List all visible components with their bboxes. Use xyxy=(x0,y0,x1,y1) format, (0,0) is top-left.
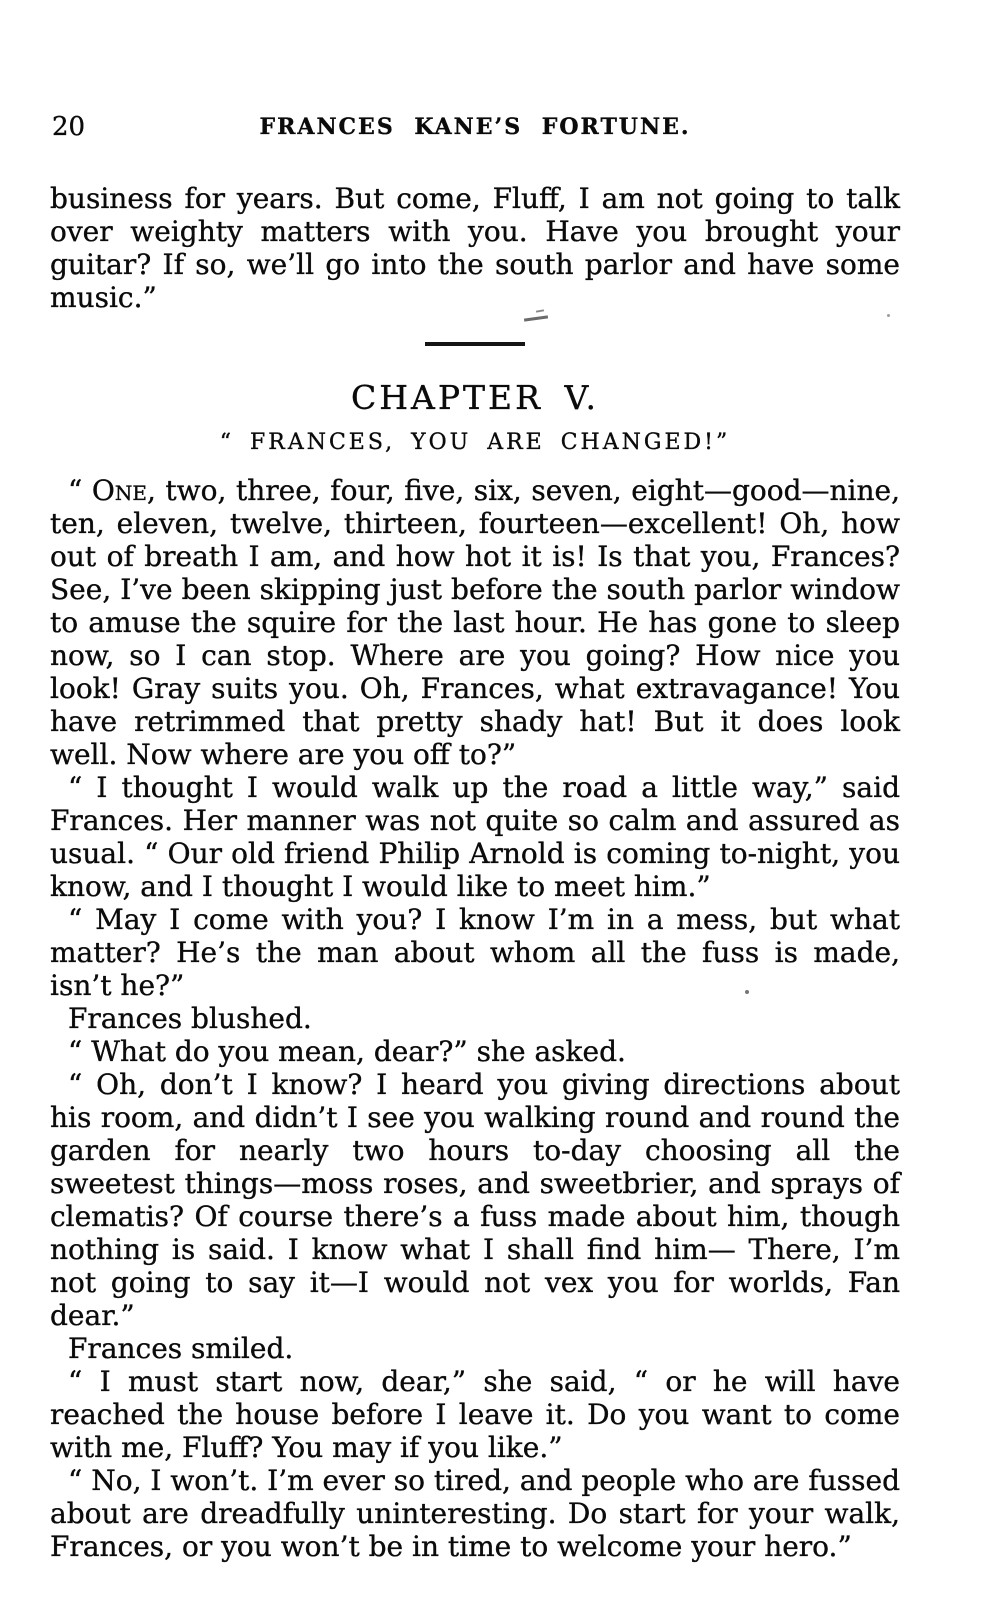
intro-paragraph: business for years. But come, Fluff, I am not going to talk over weighty matters with you. Have you brought your guitar? If so, we’ll go into the south parlor and have some music.” xyxy=(50,182,900,314)
paragraph: “ I must start now, dear,” she said, “ or he will have reached the house before I leave it. Do you want to come with me, Fluff? You may if you like.” xyxy=(50,1365,900,1464)
scan-speck xyxy=(745,990,749,994)
paragraph: Frances blushed. xyxy=(68,1002,312,1035)
paragraph: Frances smiled. xyxy=(68,1332,294,1365)
lead-word: One xyxy=(91,474,147,507)
chapter-body xyxy=(50,474,900,1563)
paragraph: “ Oh, don’t I know? I heard you giving directions about his room, and didn’t I see you walking round and round the garden for nearly two hours to-day choosing all the sweetest things—moss roses, and sweetbrier, and sprays of clematis? Of course there’s a fuss made about him, though nothing is said. I know what I shall find him— There, I’m not going to say it—I would not vex you for worlds, Fan dear.” xyxy=(50,1068,900,1332)
section-divider-rule xyxy=(425,342,525,346)
page-header xyxy=(50,112,900,144)
paragraph: “ I thought I would walk up the road a little way,” said Frances. Her manner was not quite so calm and assured as usual. “ Our old friend Philip Arnold is coming to-night, you know, and I thought I would like to meet him.” xyxy=(50,771,900,903)
page-number: 20 xyxy=(52,112,86,142)
text-column xyxy=(50,112,900,1563)
paragraph-text: , two, three, four, five, six, seven, eight—good—nine, ten, eleven, twelve, thirteen, fourteen—excellent! Oh, how out of breath I am, and how hot it is! Is that you, Frances? See, I’ve been skipping just before the south parlor window to amuse the squire for the last hour. He has gone to sleep now, so I can stop. Where are you going? How nice you look! Gray suits you. Oh, Frances, what extravagance! You have retrimmed that pretty shady hat! But it does look well. Now where are you off to?” xyxy=(50,474,900,771)
open-quote: “ xyxy=(68,474,92,507)
paragraph: “ What do you mean, dear?” she asked. xyxy=(68,1035,626,1068)
paragraph-opening xyxy=(50,474,900,771)
scan-speck xyxy=(887,314,890,317)
paragraph: “ No, I won’t. I’m ever so tired, and people who are fussed about are dreadfully uninteresting. Do start for your walk, Frances, or you won’t be in time to welcome your hero.” xyxy=(50,1464,901,1563)
chapter-subtitle: “ FRANCES, YOU ARE CHANGED!” xyxy=(219,430,731,455)
chapter-heading: CHAPTER V. xyxy=(350,378,600,417)
paragraph: “ May I come with you? I know I’m in a mess, but what matter? He’s the man about whom all the fuss is made, isn’t he?” xyxy=(50,903,900,1002)
running-title: FRANCES KANE’S FORTUNE. xyxy=(259,114,691,140)
